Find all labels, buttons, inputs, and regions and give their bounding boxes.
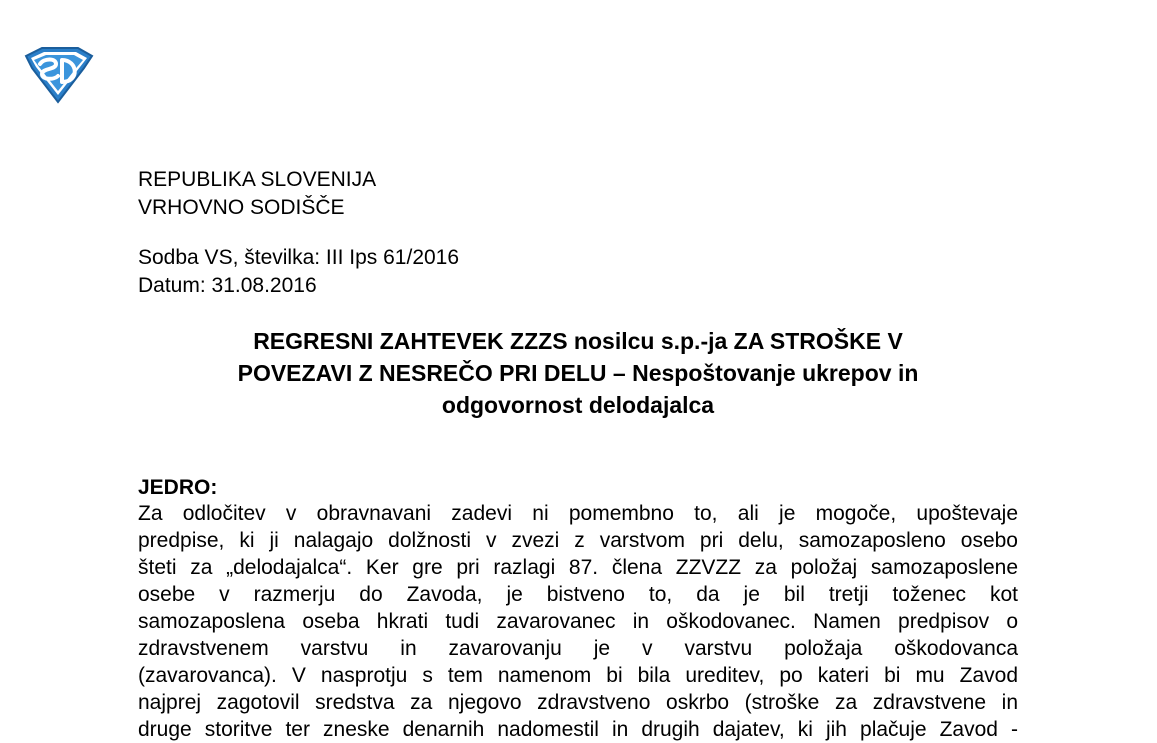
body-line: osebe v razmerju do Zavoda, je bistveno to, da je bil tretji toženec kot (138, 583, 1018, 606)
court-header (138, 166, 376, 222)
body-line: zdravstvenem varstvu in zavarovanju je v varstvu položaja oškodovanca (138, 637, 1018, 660)
body-line: druge storitve ter zneske denarnih nadomestil in drugih dajatev, ki jih plačuje Zavod - (138, 718, 1018, 741)
case-date: Datum: 31.08.2016 (138, 274, 317, 297)
section-body (138, 500, 1018, 743)
body-line: samozaposlena oseba hkrati tudi zavarovanec in oškodovanec. Namen predpisov o (138, 610, 1018, 633)
body-line: najprej zagotovil sredstva za njegovo zdravstveno oskrbo (stroške za zdravstvene in (138, 691, 1018, 714)
header-country: REPUBLIKA SLOVENIJA (138, 168, 377, 191)
title-line: POVEZAVI Z NESREČO PRI DELU – Nespoštovanje ukrepov in (237, 360, 919, 386)
case-number: Sodba VS, številka: III Ips 61/2016 (138, 246, 460, 269)
title-line: odgovornost delodajalca (441, 392, 715, 418)
document-title (138, 325, 1018, 421)
court-logo (22, 46, 96, 104)
title-line: REGRESNI ZAHTEVEK ZZZS nosilcu s.p.-ja ZA STROŠKE V (253, 328, 903, 354)
section-heading: JEDRO: (138, 476, 218, 499)
header-court: VRHOVNO SODIŠČE (138, 196, 345, 219)
body-line: predpise, ki ji nalagajo dolžnosti v zvezi z varstvom pri delu, samozaposleno osebo (138, 529, 1018, 552)
body-line: šteti za „delodajalca“. Ker gre pri razlagi 87. člena ZZVZZ za položaj samozaposlene (138, 556, 1018, 579)
body-line: Za odločitev v obravnavani zadevi ni pomembno to, ali je mogoče, upoštevaje (138, 502, 1018, 525)
case-meta (138, 244, 459, 300)
body-line: (zavarovanca). V nasprotju s tem namenom bi bila ureditev, po kateri bi mu Zavod (138, 664, 1018, 687)
court-logo-icon (22, 46, 96, 104)
